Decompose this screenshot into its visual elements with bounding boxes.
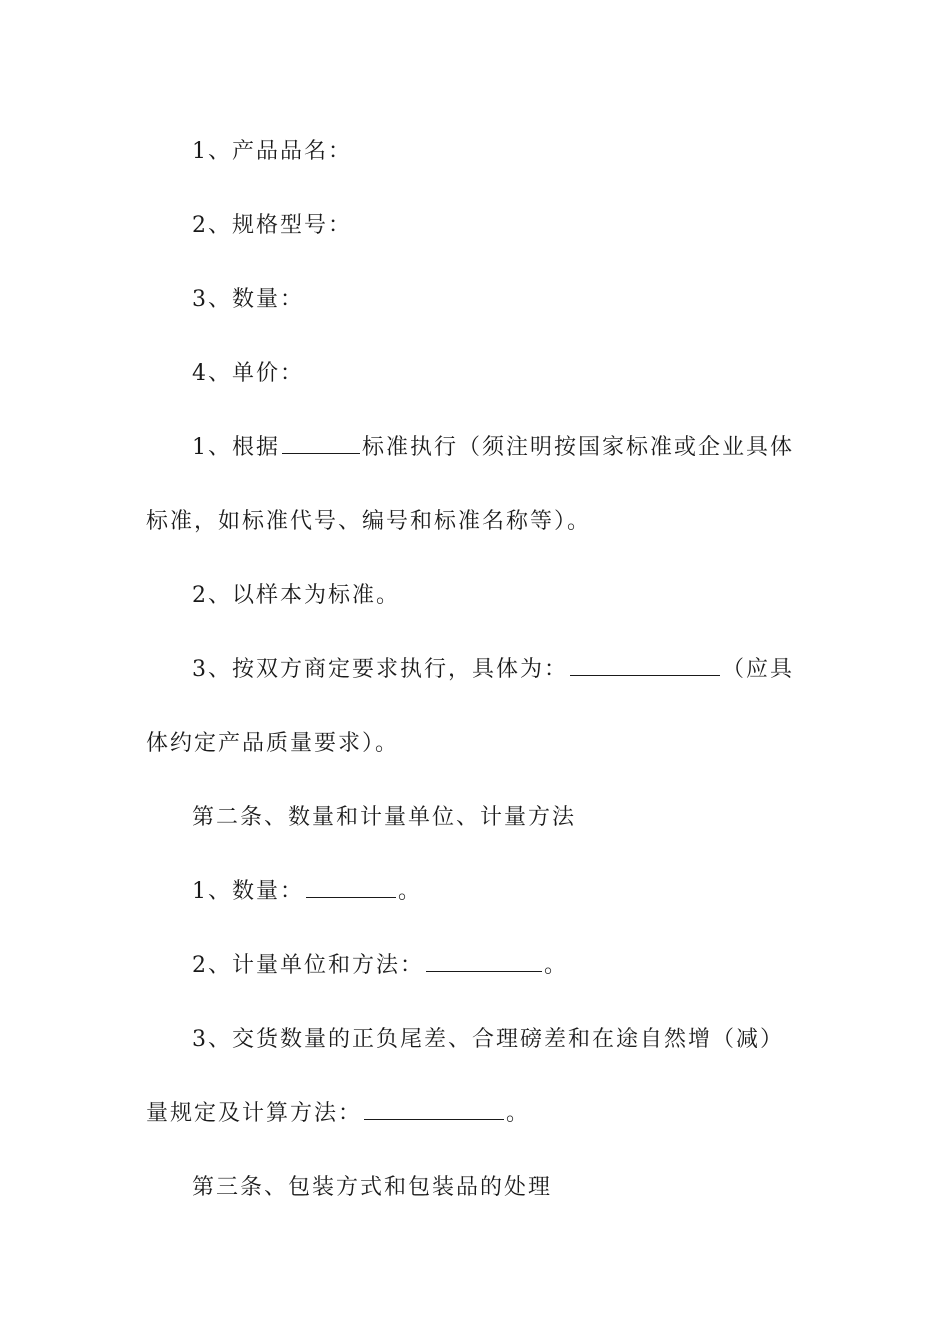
product-name-line [146, 115, 806, 189]
spec-model-text: 2、规格型号： [192, 213, 352, 238]
article-2-heading [146, 781, 806, 855]
standard-clause-2 [146, 559, 806, 633]
quantity-line [146, 263, 806, 337]
standard-clause-3-suffix: （应具体约定产品质量要求）。 [146, 657, 795, 756]
tolerance-clause-prefix: 3、交货数量的正负尾差、合理磅差和在途自然增（减）量规定及计算方法： [146, 1027, 784, 1126]
standard-clause-3-prefix: 3、按双方商定要求执行，具体为： [192, 657, 568, 682]
measurement-clause-suffix: 。 [544, 953, 569, 978]
product-name-text: 1、产品品名： [192, 139, 352, 164]
quality-blank [570, 653, 720, 676]
spec-model-line [146, 189, 806, 263]
standard-clause-1-prefix: 1、根据 [192, 435, 280, 460]
tolerance-clause [146, 1003, 806, 1151]
standard-blank [282, 431, 360, 454]
quantity-clause [146, 855, 806, 929]
quantity-clause-suffix: 。 [398, 879, 423, 904]
measurement-clause-prefix: 2、计量单位和方法： [192, 953, 424, 978]
standard-clause-1 [146, 411, 806, 559]
tolerance-clause-suffix: 。 [506, 1101, 531, 1126]
unit-price-line [146, 337, 806, 411]
article-3-title: 第三条、包装方式和包装品的处理 [192, 1175, 553, 1200]
measurement-clause [146, 929, 806, 1003]
article-2-title: 第二条、数量和计量单位、计量方法 [192, 805, 577, 830]
standard-clause-3 [146, 633, 806, 781]
quantity-text: 3、数量： [192, 287, 304, 312]
article-3-heading [146, 1151, 806, 1225]
tolerance-blank [364, 1097, 504, 1120]
quantity-clause-prefix: 1、数量： [192, 879, 304, 904]
standard-clause-2-text: 2、以样本为标准。 [192, 583, 400, 608]
quantity-blank [306, 875, 396, 898]
measurement-blank [426, 949, 542, 972]
unit-price-text: 4、单价： [192, 361, 304, 386]
standard-clause-1-suffix: 标准执行（须注明按国家标准或企业具体标准，如标准代号、编号和标准名称等）。 [146, 435, 795, 534]
